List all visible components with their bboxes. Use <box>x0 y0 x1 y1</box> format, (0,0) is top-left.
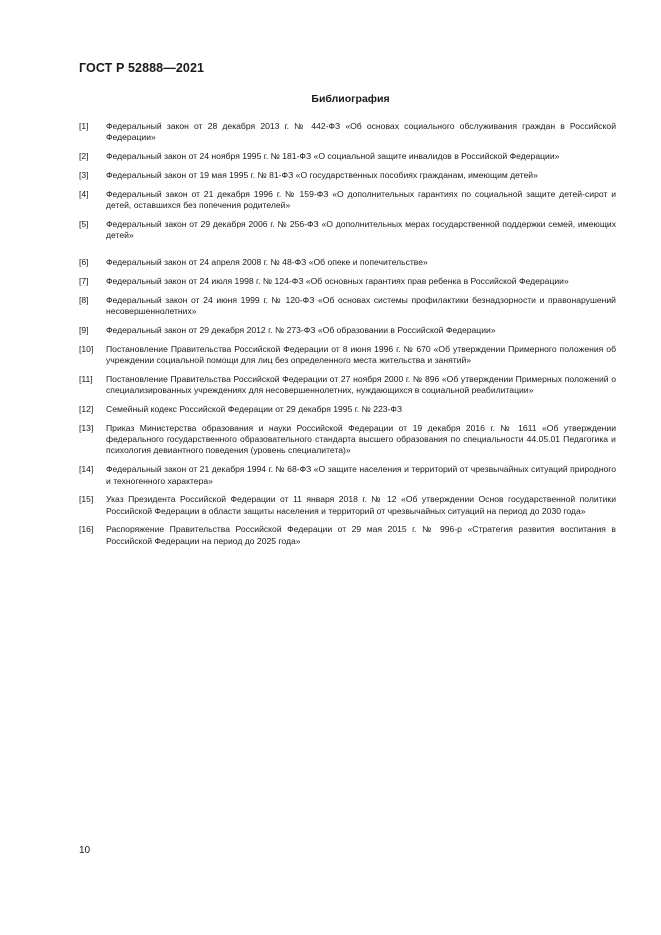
bibliography-entry-13 <box>79 423 616 457</box>
bibliography-entry-1 <box>79 121 616 144</box>
entry-number: [11] <box>79 373 93 384</box>
bibliography-entry-15 <box>79 494 616 517</box>
entry-text: Указ Президента Российской Федерации от 11 января 2018 г. № 12 «Об утверждении Основ государственной политики Российской Федерации в области защиты населения и территорий от чрезвычайных ситуаций на период до 2030 года» <box>106 494 616 516</box>
entry-number: [1] <box>79 121 89 131</box>
bibliography-entry-5 <box>79 219 616 242</box>
bibliography-entry-6 <box>79 257 616 268</box>
entry-number: [14] <box>79 464 94 475</box>
entry-text: Федеральный закон от 29 декабря 2012 г. № 273-ФЗ «Об образовании в Российской Федерации» <box>106 324 496 335</box>
entry-text: Федеральный закон от 21 декабря 1996 г. № 159-ФЗ «О дополнительных гарантиях по социальной защите детей-сирот и детей, оставшихся без попечения родителей» <box>106 188 616 210</box>
entry-text: Распоряжение Правительства Российской Федерации от 29 мая 2015 г. № 996-р «Стратегия развития воспитания в Российской Федерации на период до 2025 года» <box>106 524 616 546</box>
entry-number: [9] <box>79 324 89 335</box>
entry-number: [5] <box>79 218 89 229</box>
bibliography-entry-7 <box>79 276 616 287</box>
entry-number: [3] <box>79 169 89 180</box>
entry-text: Федеральный закон от 24 апреля 2008 г. № 48-ФЗ «Об опеке и попечительстве» <box>106 257 428 268</box>
document-code-header: ГОСТ Р 52888—2021 <box>79 61 205 75</box>
bibliography-entry-4 <box>79 189 616 212</box>
entry-number: [13] <box>79 422 94 433</box>
bibliography-entry-10 <box>79 344 616 367</box>
entry-number: [10] <box>79 343 94 354</box>
entry-text: Федеральный закон от 24 июля 1998 г. № 124-ФЗ «Об основных гарантиях прав ребенка в Российской Федерации» <box>106 276 569 287</box>
entry-number: [8] <box>79 294 89 305</box>
bibliography-entry-2 <box>79 151 616 162</box>
bibliography-entry-3 <box>79 170 616 181</box>
entry-text: Федеральный закон от 19 мая 1995 г. № 81-ФЗ «О государственных пособиях гражданам, имеющим детей» <box>106 169 538 180</box>
entry-text: Постановление Правительства Российской Федерации от 8 июня 1996 г. № 670 «Об утверждении Примерного положения об учреждении социальной помощи для лиц без определенного места жительства и занятий» <box>106 343 616 366</box>
entry-text: Федеральный закон от 24 ноября 1995 г. № 181-ФЗ «О социальной защите инвалидов в Российской Федерации» <box>106 151 560 162</box>
bibliography-title: Библиография <box>311 93 390 105</box>
entry-text: Федеральный закон от 28 декабря 2013 г. № 442-ФЗ «Об основах социального обслуживания граждан в Российской Федерации» <box>106 121 616 143</box>
bibliography-entry-12 <box>79 404 616 415</box>
entry-number: [4] <box>79 188 89 199</box>
entry-text: Федеральный закон от 21 декабря 1994 г. № 68-ФЗ «О защите населения и территорий от чрезвычайных ситуаций природного и техногенного характера» <box>106 464 616 486</box>
entry-text: Постановление Правительства Российской Федерации от 27 ноября 2000 г. № 896 «Об утверждении Примерных положений о специализированных учреждениях для несовершеннолетних, нуждающихся в социальной реабилитации» <box>106 373 616 396</box>
entry-text: Приказ Министерства образования и науки Российской Федерации от 19 декабря 2016 г. № 1611 «Об утверждении федерального государственного образовательного стандарта высшего образования по специальности 44.05.01 Педагогика и психология девиантного поведения (уровень специалитета)» <box>106 422 616 456</box>
entry-text: Федеральный закон от 29 декабря 2006 г. № 256-ФЗ «О дополнительных мерах государственной поддержки семей, имеющих детей» <box>106 218 616 241</box>
entry-number: [16] <box>79 524 94 535</box>
bibliography-list <box>79 121 616 554</box>
entry-number: [2] <box>79 151 89 162</box>
entry-text: Семейный кодекс Российской Федерации от 29 декабря 1995 г. № 223-ФЗ <box>106 403 403 414</box>
page-number: 10 <box>79 845 91 856</box>
bibliography-entry-8 <box>79 295 616 318</box>
bibliography-entry-11 <box>79 374 616 397</box>
entry-text: Федеральный закон от 24 июня 1999 г. № 120-ФЗ «Об основах системы профилактики безнадзорности и правонарушений несовершеннолетних» <box>106 294 616 317</box>
entry-number: [15] <box>79 494 94 505</box>
bibliography-entry-9 <box>79 325 616 336</box>
entry-number: [7] <box>79 276 89 287</box>
entry-number: [12] <box>79 403 94 414</box>
entry-number: [6] <box>79 257 89 268</box>
bibliography-entry-14 <box>79 464 616 487</box>
bibliography-entry-16 <box>79 524 616 547</box>
